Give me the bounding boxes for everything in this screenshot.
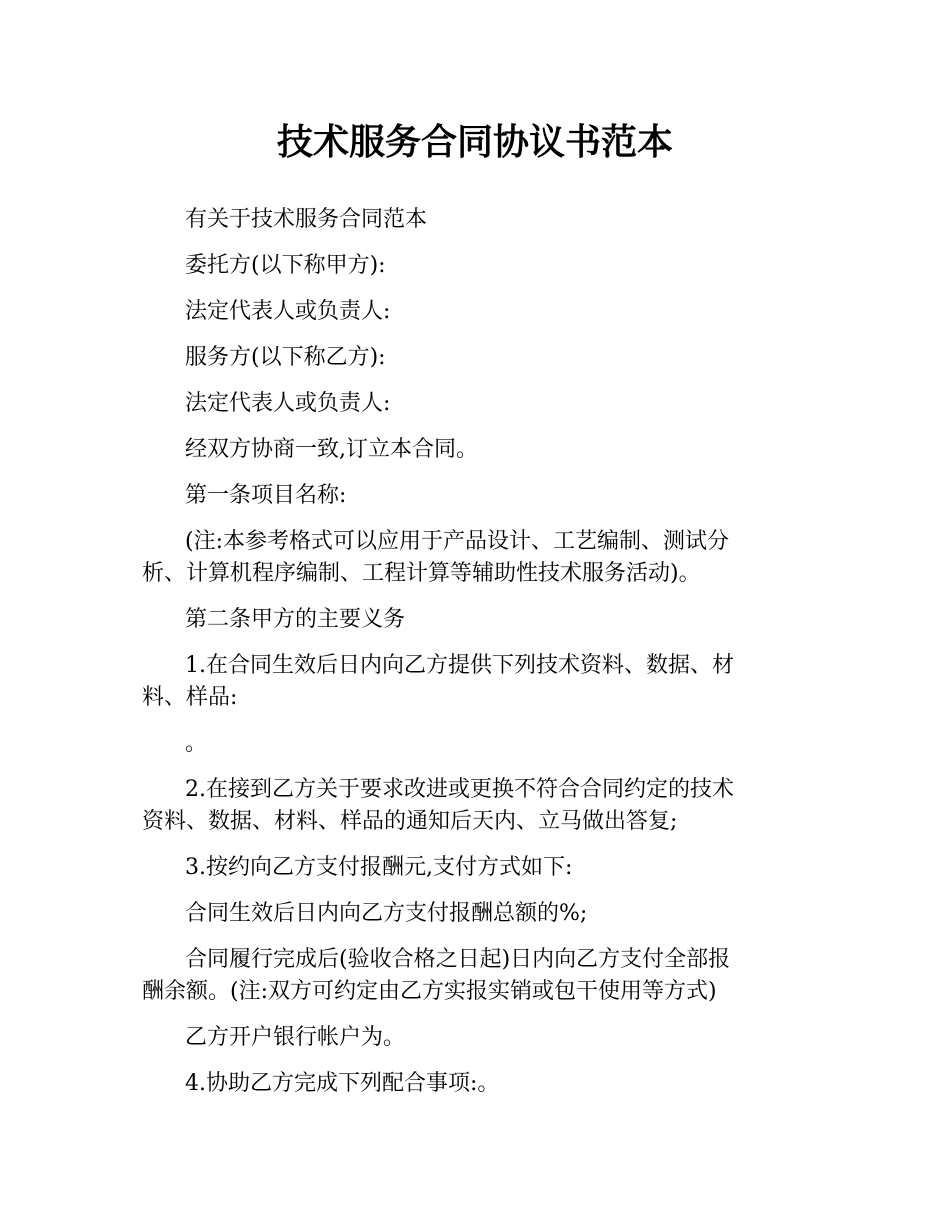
paragraph xyxy=(142,728,806,760)
paragraph-line: 法定代表人或负责人: xyxy=(185,391,391,416)
document-title: 技术服务合同协议书范本 xyxy=(276,122,673,163)
paragraph-line: 经双方协商一致,订立本合同。 xyxy=(185,437,478,462)
paragraph-line: 第二条甲方的主要义务 xyxy=(185,607,406,632)
paragraph xyxy=(142,480,806,512)
paragraph-line: 3.按约向乙方支付报酬元,支付方式如下: xyxy=(185,855,573,880)
paragraph-line: 2.在接到乙方关于要求改进或更换不符合合同约定的技术 xyxy=(185,777,734,802)
paragraph-line: 乙方开户银行帐户为。 xyxy=(185,1025,406,1050)
paragraph-line: 委托方(以下称甲方): xyxy=(185,253,386,278)
paragraph xyxy=(142,604,806,636)
paragraph-line: 酬余额。(注:双方可约定由乙方实报实销或包干使用等方式) xyxy=(142,979,717,1004)
paragraph xyxy=(142,204,806,236)
paragraph xyxy=(142,342,806,374)
paragraph xyxy=(142,650,806,714)
paragraph xyxy=(142,1022,806,1054)
paragraph xyxy=(142,434,806,466)
paragraph xyxy=(142,1068,806,1100)
paragraph-line: 第一条项目名称: xyxy=(185,483,347,508)
paragraph-line: 合同生效后日内向乙方支付报酬总额的%; xyxy=(185,901,588,926)
paragraph xyxy=(142,388,806,420)
paragraph-line: 析、计算机程序编制、工程计算等辅助性技术服务活动)。 xyxy=(142,561,701,586)
paragraph xyxy=(142,944,806,1008)
document-body xyxy=(142,204,806,1114)
paragraph-line: 法定代表人或负责人: xyxy=(185,299,391,324)
paragraph xyxy=(142,852,806,884)
paragraph-line: 服务方(以下称乙方): xyxy=(185,345,386,370)
paragraph xyxy=(142,898,806,930)
paragraph-line: 。 xyxy=(185,731,208,756)
paragraph xyxy=(142,526,806,590)
paragraph xyxy=(142,774,806,838)
paragraph-line: 4.协助乙方完成下列配合事项:。 xyxy=(185,1071,500,1096)
paragraph-line: 有关于技术服务合同范本 xyxy=(185,207,428,232)
paragraph-line: 料、样品: xyxy=(142,685,238,710)
paragraph-line: 资料、数据、材料、样品的通知后天内、立马做出答复; xyxy=(142,809,678,834)
paragraph xyxy=(142,296,806,328)
paragraph-line: 1.在合同生效后日内向乙方提供下列技术资料、数据、材 xyxy=(185,653,734,678)
paragraph-line: (注:本参考格式可以应用于产品设计、工艺编制、测试分 xyxy=(185,529,729,554)
paragraph-line: 合同履行完成后(验收合格之日起)日内向乙方支付全部报 xyxy=(185,947,731,972)
paragraph xyxy=(142,250,806,282)
